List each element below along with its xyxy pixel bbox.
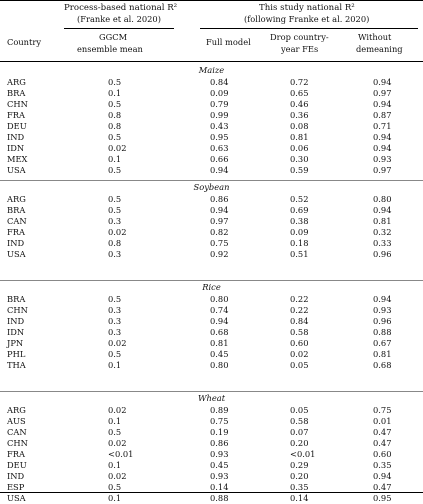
ggcm-cell: 0.02 [108,405,127,415]
without-demeaning-cell: 0.33 [373,238,392,248]
drop-fe-cell: 0.18 [290,238,309,248]
drop-fe-cell: 0.08 [290,121,309,131]
table-row [0,110,423,121]
without-demeaning-cell: 0.94 [373,99,392,109]
without-demeaning-cell: 0.47 [373,482,392,492]
country-cell: IDN [7,327,25,337]
full-model-cell: 0.94 [210,205,229,215]
group-right-title: This study national R² [259,3,355,13]
table-row [0,294,423,305]
country-cell: BRA [7,88,26,98]
full-model-cell: 0.74 [210,305,229,315]
drop-fe-cell: 0.02 [290,349,309,359]
without-demeaning-cell: 0.94 [373,205,392,215]
full-model-cell: 0.86 [210,438,229,448]
ggcm-cell: 0.3 [108,305,122,315]
ggcm-cell: 0.5 [108,194,122,204]
drop-fe-cell: 0.38 [290,216,309,226]
table-row [0,205,423,216]
ggcm-cell: 0.5 [108,294,122,304]
country-cell: CHN [7,438,28,448]
full-model-cell: 0.75 [210,416,229,426]
country-cell: BRA [7,205,26,215]
table-row [0,132,423,143]
without-demeaning-cell: 0.96 [373,316,392,326]
without-demeaning-cell: 0.96 [373,249,392,259]
without-demeaning-cell: 0.80 [373,194,392,204]
ggcm-cell: 0.5 [108,132,122,142]
country-cell: DEU [7,460,27,470]
country-cell: USA [7,165,26,175]
full-model-cell: 0.43 [210,121,229,131]
drop-fe-cell: 0.59 [290,165,309,175]
drop-fe-cell: 0.22 [290,305,309,315]
table-row [0,416,423,427]
drop-fe-cell: 0.06 [290,143,309,153]
bottom-rule [0,492,423,493]
without-demeaning-cell: 0.94 [373,77,392,87]
drop-fe-cell: 0.35 [290,482,309,492]
section-rule [0,280,423,281]
full-model-cell: 0.93 [210,449,229,459]
country-cell: IND [7,132,25,142]
country-cell: DEU [7,121,27,131]
drop-fe-cell: 0.20 [290,438,309,448]
table-row [0,493,423,504]
group-right-subtitle: (following Franke et al. 2020) [244,14,370,24]
ggcm-cell: 0.1 [108,493,122,503]
country-cell: IND [7,316,25,326]
country-cell: AUS [7,416,26,426]
full-model-cell: 0.93 [210,471,229,481]
table-row [0,449,423,460]
without-demeaning-cell: 0.94 [373,294,392,304]
full-model-cell: 0.81 [210,338,229,348]
full-model-cell: 0.75 [210,238,229,248]
ggcm-cell: 0.8 [108,238,122,248]
full-model-cell: 0.66 [210,154,229,164]
without-demeaning-cell: 0.32 [373,227,392,237]
without-demeaning-cell: 0.94 [373,132,392,142]
section-label-maize: Maize [198,65,225,75]
country-cell: FRA [7,449,25,459]
country-cell: CAN [7,427,27,437]
table-row [0,349,423,360]
col-ggcm-line2: ensemble mean [77,44,143,54]
col-without-line2: demeaning [356,44,403,54]
country-cell: FRA [7,110,25,120]
without-demeaning-cell: 0.94 [373,143,392,153]
country-cell: CHN [7,305,28,315]
ggcm-cell: 0.1 [108,154,122,164]
table-row [0,77,423,88]
drop-fe-cell: 0.14 [290,493,309,503]
table-row [0,194,423,205]
full-model-cell: 0.45 [210,460,229,470]
full-model-cell: 0.94 [210,316,229,326]
ggcm-cell: 0.5 [108,99,122,109]
country-cell: BRA [7,294,26,304]
country-cell: USA [7,493,26,503]
country-cell: ARG [7,194,26,204]
drop-fe-cell: 0.36 [290,110,309,120]
drop-fe-cell: 0.52 [290,194,309,204]
full-model-cell: 0.99 [210,110,229,120]
drop-fe-cell: 0.84 [290,316,309,326]
ggcm-cell: 0.5 [108,205,122,215]
without-demeaning-cell: 0.93 [373,154,392,164]
without-demeaning-cell: 0.93 [373,305,392,315]
table-row [0,427,423,438]
full-model-cell: 0.82 [210,227,229,237]
full-model-cell: 0.97 [210,216,229,226]
table-row [0,121,423,132]
full-model-cell: 0.84 [210,77,229,87]
without-demeaning-cell: 0.71 [373,121,392,131]
ggcm-cell: 0.1 [108,460,122,470]
without-demeaning-cell: 0.01 [373,416,392,426]
ggcm-cell: <0.01 [108,449,134,459]
drop-fe-cell: 0.29 [290,460,309,470]
top-rule [0,0,423,1]
drop-fe-cell: 0.30 [290,154,309,164]
without-demeaning-cell: 0.47 [373,427,392,437]
table-row [0,438,423,449]
table-row [0,99,423,110]
ggcm-cell: 0.5 [108,77,122,87]
ggcm-cell: 0.3 [108,249,122,259]
drop-fe-cell: 0.81 [290,132,309,142]
full-model-cell: 0.19 [210,427,229,437]
drop-fe-cell: 0.51 [290,249,309,259]
section-rule [0,180,423,181]
group-left-rule [64,28,174,29]
ggcm-cell: 0.5 [108,165,122,175]
country-cell: THA [7,360,26,370]
drop-fe-cell: 0.60 [290,338,309,348]
country-cell: CHN [7,99,28,109]
full-model-cell: 0.79 [210,99,229,109]
country-cell: IDN [7,143,25,153]
full-model-cell: 0.63 [210,143,229,153]
ggcm-cell: 0.3 [108,316,122,326]
section-label-wheat: Wheat [197,393,226,403]
country-cell: USA [7,249,26,259]
ggcm-cell: 0.3 [108,216,122,226]
table-row [0,338,423,349]
ggcm-cell: 0.5 [108,482,122,492]
section-label-soybean: Soybean [193,182,230,192]
full-model-cell: 0.14 [210,482,229,492]
ggcm-cell: 0.1 [108,360,122,370]
table-row [0,405,423,416]
table-row [0,471,423,482]
ggcm-cell: 0.02 [108,471,127,481]
country-cell: FRA [7,227,25,237]
ggcm-cell: 0.02 [108,143,127,153]
drop-fe-cell: 0.22 [290,294,309,304]
ggcm-cell: 0.02 [108,338,127,348]
drop-fe-cell: 0.69 [290,205,309,215]
country-cell: CAN [7,216,27,226]
header-rule [0,61,423,62]
without-demeaning-cell: 0.75 [373,405,392,415]
col-drop-line1: Drop country- [270,32,329,42]
col-country: Country [7,37,42,47]
full-model-cell: 0.94 [210,165,229,175]
drop-fe-cell: 0.65 [290,88,309,98]
table-row [0,460,423,471]
without-demeaning-cell: 0.97 [373,88,392,98]
table-row [0,316,423,327]
table-row [0,360,423,371]
drop-fe-cell: 0.58 [290,416,309,426]
drop-fe-cell: 0.09 [290,227,309,237]
table-row [0,88,423,99]
without-demeaning-cell: 0.94 [373,471,392,481]
full-model-cell: 0.88 [210,493,229,503]
country-cell: ESP [7,482,25,492]
full-model-cell: 0.86 [210,194,229,204]
drop-fe-cell: 0.07 [290,427,309,437]
drop-fe-cell: 0.05 [290,360,309,370]
section-label-rice: Rice [202,282,221,292]
full-model-cell: 0.45 [210,349,229,359]
ggcm-cell: 0.8 [108,110,122,120]
table-row [0,143,423,154]
country-cell: ARG [7,77,26,87]
table-row [0,249,423,260]
ggcm-cell: 0.5 [108,427,122,437]
table-row [0,154,423,165]
drop-fe-cell: 0.05 [290,405,309,415]
ggcm-cell: 0.1 [108,416,122,426]
without-demeaning-cell: 0.60 [373,449,392,459]
group-left-subtitle: (Franke et al. 2020) [77,14,161,24]
drop-fe-cell: 0.20 [290,471,309,481]
without-demeaning-cell: 0.97 [373,165,392,175]
drop-fe-cell: 0.46 [290,99,309,109]
ggcm-cell: 0.1 [108,88,122,98]
full-model-cell: 0.80 [210,294,229,304]
ggcm-cell: 0.02 [108,438,127,448]
section-rule [0,391,423,392]
col-without-line1: Without [358,32,392,42]
country-cell: PHL [7,349,26,359]
ggcm-cell: 0.3 [108,327,122,337]
group-left-title: Process-based national R² [64,3,178,13]
full-model-cell: 0.68 [210,327,229,337]
col-full-model: Full model [206,37,251,47]
ggcm-cell: 0.02 [108,227,127,237]
col-ggcm-line1: GGCM [99,32,128,42]
without-demeaning-cell: 0.81 [373,216,392,226]
without-demeaning-cell: 0.67 [373,338,392,348]
table-row [0,216,423,227]
table-row [0,227,423,238]
drop-fe-cell: 0.72 [290,77,309,87]
without-demeaning-cell: 0.95 [373,493,392,503]
without-demeaning-cell: 0.35 [373,460,392,470]
country-cell: ARG [7,405,26,415]
table-row [0,165,423,176]
country-cell: IND [7,238,25,248]
without-demeaning-cell: 0.47 [373,438,392,448]
country-cell: IND [7,471,25,481]
ggcm-cell: 0.5 [108,349,122,359]
full-model-cell: 0.89 [210,405,229,415]
table-row [0,238,423,249]
country-cell: MEX [7,154,28,164]
full-model-cell: 0.95 [210,132,229,142]
drop-fe-cell: <0.01 [290,449,316,459]
without-demeaning-cell: 0.81 [373,349,392,359]
country-cell: JPN [7,338,24,348]
full-model-cell: 0.92 [210,249,229,259]
col-drop-line2: year FEs [281,44,319,54]
group-right-rule [200,28,418,29]
table-row [0,327,423,338]
drop-fe-cell: 0.58 [290,327,309,337]
without-demeaning-cell: 0.87 [373,110,392,120]
without-demeaning-cell: 0.88 [373,327,392,337]
full-model-cell: 0.80 [210,360,229,370]
full-model-cell: 0.09 [210,88,229,98]
table-row [0,305,423,316]
without-demeaning-cell: 0.68 [373,360,392,370]
ggcm-cell: 0.8 [108,121,122,131]
